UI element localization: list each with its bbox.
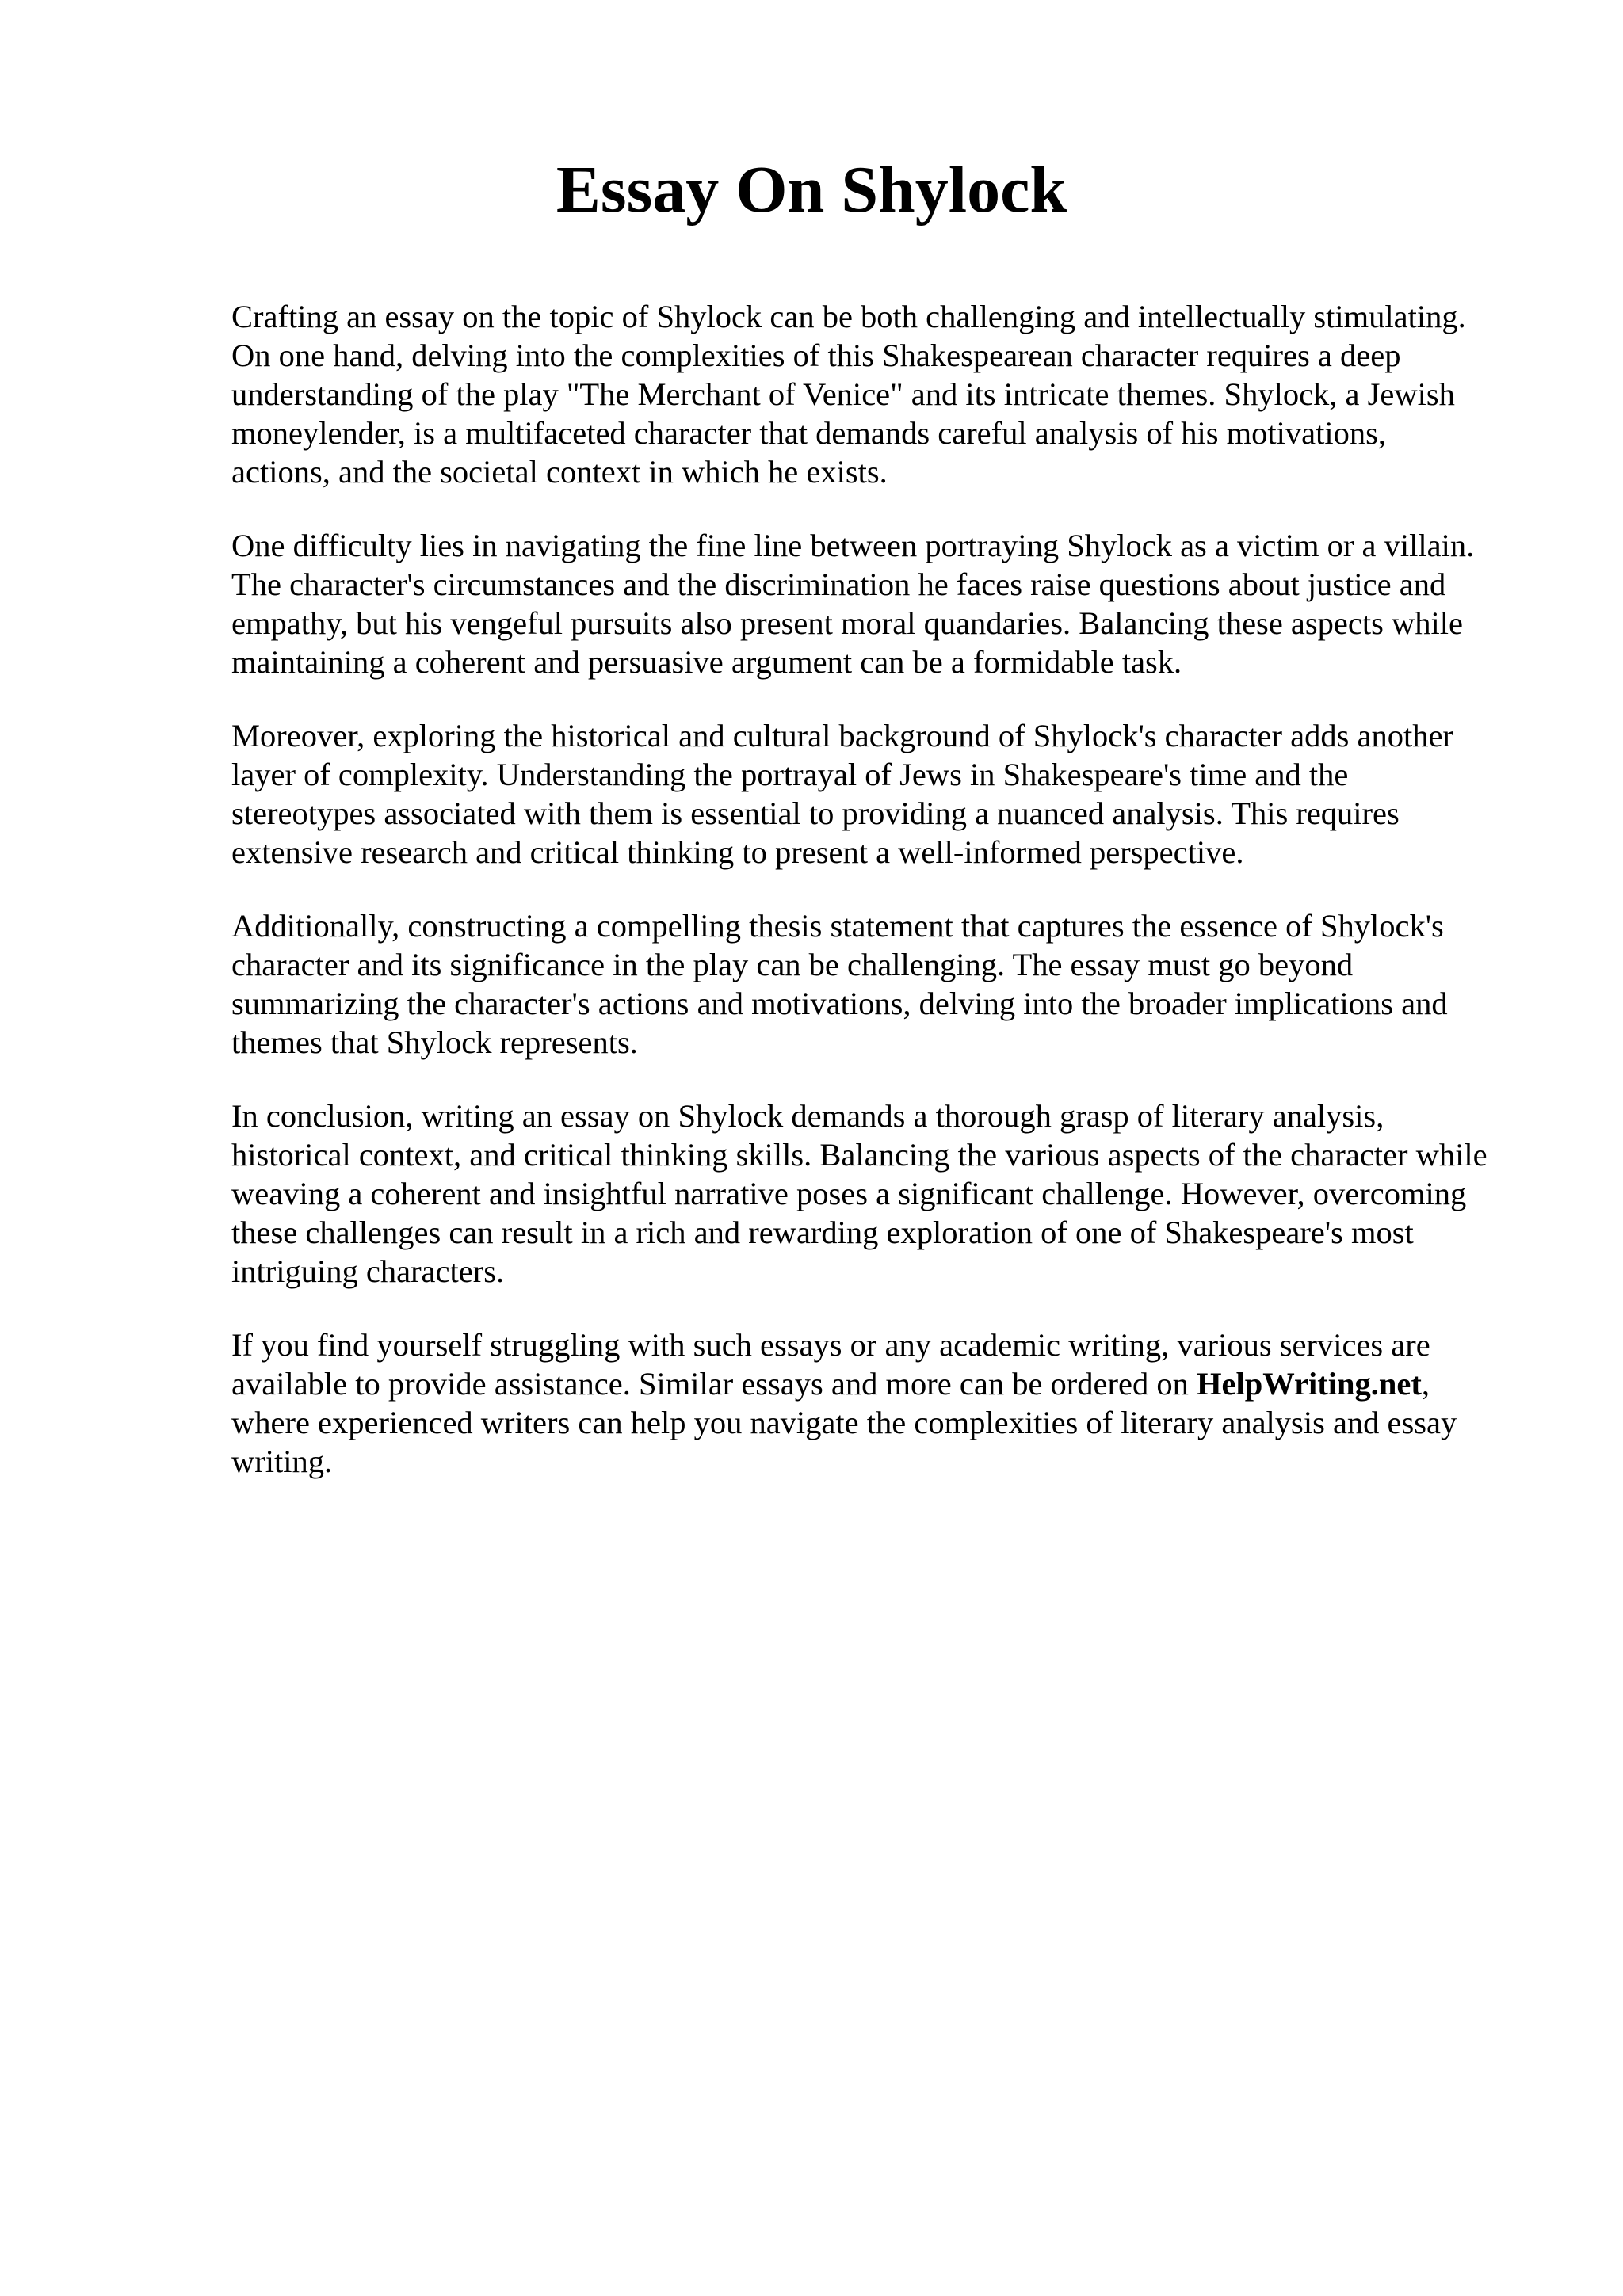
help-text-after-link: , where experienced writers can help you navigate the complexities of literary analysis and essay writing. bbox=[231, 1366, 1457, 1479]
helpwriting-link[interactable]: HelpWriting.net bbox=[1196, 1366, 1422, 1402]
paragraph-thesis-statement: Additionally, constructing a compelling thesis statement that captures the essence of Shylock's character and its significance in the play can be challenging. The essay must go beyond summarizing the character's actions and motivations, delving into the broader implications and themes that Shylock represents. bbox=[231, 908, 1448, 1060]
paragraph-conclusion: In conclusion, writing an essay on Shylock demands a thorough grasp of literary analysis, historical context, and critical thinking skills. Balancing the various aspects of the character while weaving a coherent and insightful narrative poses a significant challenge. However, overcoming these challenges can result in a rich and rewarding exploration of one of Shakespeare's most intriguing characters. bbox=[231, 1098, 1487, 1289]
paragraph-victim-or-villain: One difficulty lies in navigating the fine line between portraying Shylock as a victim or a villain. The character's circumstances and the discrimination he faces raise questions about justice and empathy, but his vengeful pursuits also present moral quandaries. Balancing these aspects while maintaining a coherent and persuasive argument can be a formidable task. bbox=[231, 528, 1475, 680]
paragraph-intro: Crafting an essay on the topic of Shylock can be both challenging and intellectually stimulating. On one hand, delving into the complexities of this Shakespearean character requires a deep understanding of the play "The Merchant of Venice" and its intricate themes. Shylock, a Jewish moneylender, is a multifaceted character that demands careful analysis of his motivations, actions, and the societal context in which he exists. bbox=[231, 299, 1466, 490]
paragraph-help-services bbox=[231, 1325, 1531, 1481]
document-body bbox=[231, 297, 1531, 1516]
document-title: Essay On Shylock bbox=[556, 153, 1067, 227]
help-text-before-link: If you find yourself struggling with such essays or any academic writing, various services are available to provide assistance. Similar essays and more can be ordered on bbox=[231, 1327, 1430, 1402]
paragraph-historical-background: Moreover, exploring the historical and cultural background of Shylock's character adds another layer of complexity. Understanding the portrayal of Jews in Shakespeare's time and the stereotypes associated with them is essential to providing a nuanced analysis. This requires extensive research and critical thinking to present a well-informed perspective. bbox=[231, 718, 1453, 870]
